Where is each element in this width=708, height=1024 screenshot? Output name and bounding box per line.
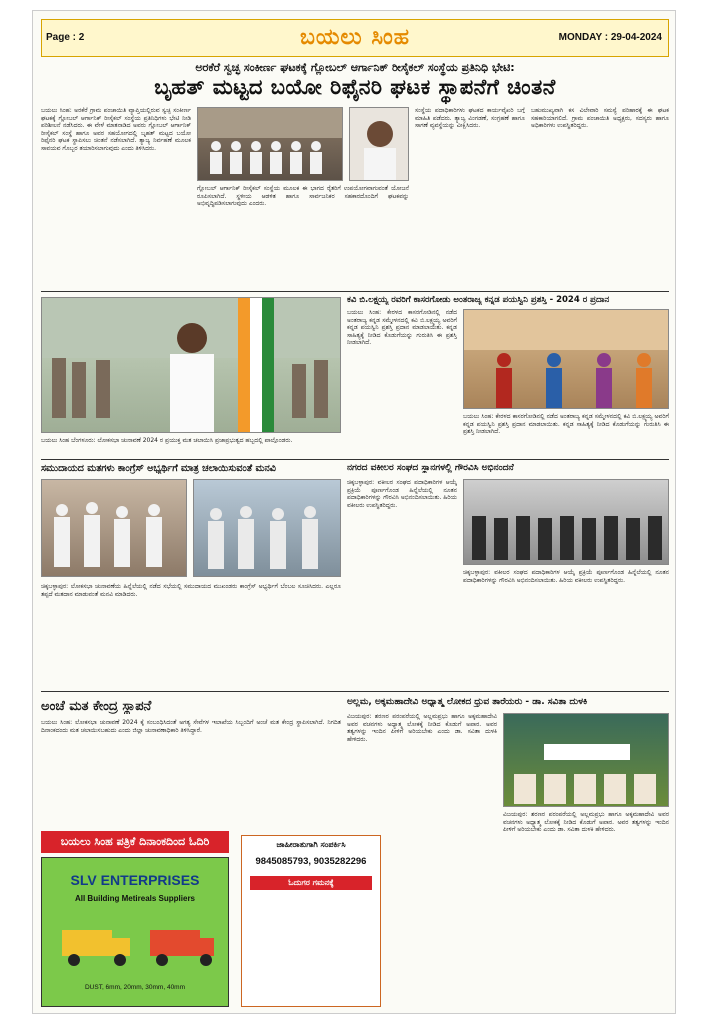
portrait-photo — [349, 107, 409, 181]
award-illustration — [464, 310, 669, 409]
lawyer-photo — [463, 479, 669, 565]
voting-illustration — [42, 298, 341, 433]
award-photo — [463, 309, 669, 409]
contact-numbers: 9845085793, 9035282296 — [255, 856, 367, 867]
newspaper-title: ಬಯಲು ಸಿಂಹ — [299, 25, 411, 50]
voting-caption: ಬಯಲು ಸಿಂಹ ಬೆಂಗಳೂರು: ಲೋಕಸಭಾ ಚುನಾವಣೆ 2024 ರ ಪ್ರಯುಕ್ತ ಮತ ಚಲಾಯಿಸಿ ಪ್ರಜಾಪ್ರಭುತ್ವದ ಹಬ್ಬದಲ್ಲಿ ಪಾಲ್ಗೊಂಡರು. — [41, 437, 293, 444]
notice-title: ಓದುಗರ ಗಮನಕ್ಕೆ — [250, 876, 372, 890]
divider — [41, 291, 669, 292]
award-text-cont: ಬಯಲು ಸಿಂಹ: ಕೇರಳದ ಕಾಸರಗೋಡಿನಲ್ಲಿ ನಡೆದ ಅಂತರಾಜ್ಯ ಕನ್ನಡ ಸಮ್ಮೇಳನದಲ್ಲಿ ಕವಿ ಬಿ.ಲಕ್ಷ್ಮಯ್ಯ ಅವರಿಗೆ ಕನ್ನಡ ಪಯಸ್ವಿನಿ ಪ್ರಶಸ್ತಿ ಪ್ರದಾನ ಮಾಡಲಾಯಿತು. ಕನ್ನಡ ಸಾಹಿತ್ಯಕ್ಕೆ ನೀಡಿದ ಕೊಡುಗೆಯನ್ನು ಗುರುತಿಸಿ ಈ ಪ್ರಶಸ್ತಿ ನೀಡಲಾಗಿದೆ. — [463, 413, 669, 436]
congress-photo-2 — [193, 479, 341, 577]
meeting-illustration — [42, 480, 187, 577]
stage-illustration — [504, 714, 669, 807]
congress-text: ಚಿಕ್ಕಬಳ್ಳಾಪುರ: ಲೋಕಸಭಾ ಚುನಾವಣೆಯ ಹಿನ್ನೆಲೆಯಲ್ಲಿ ನಡೆದ ಸಭೆಯಲ್ಲಿ ಸಮುದಾಯದ ಮುಖಂಡರು ಕಾಂಗ್ರೆಸ್ ಅಭ್ಯರ್ಥಿಗೆ ಬೆಂಬಲ ಸೂಚಿಸಿದರು. ಎಲ್ಲರೂ ತಪ್ಪದೆ ಮತದಾನ ಮಾಡುವಂತೆ ಮನವಿ ಮಾಡಿದರು. — [41, 583, 341, 598]
contact-title: ಜಾಹೀರಾತುಗಾಗಿ ಸಂಪರ್ಕಿಸಿ — [276, 840, 346, 849]
poll-text: ಬಯಲು ಸಿಂಹ: ಲೋಕಸಭಾ ಚುನಾವಣೆ 2024 ಕ್ಕೆ ಸಂಬಂಧಿಸಿದಂತೆ ಅಗತ್ಯ ಸೇವೆಗಳ ಇಲಾಖೆಯ ಸಿಬ್ಬಂದಿಗೆ ಅಂಚೆ ಮತ ಕೇಂದ್ರ ಸ್ಥಾಪಿಸಲಾಗಿದೆ. ನಿಗದಿತ ದಿನಾಂಕದಂದು ಮತ ಚಲಾಯಿಸಬಹುದು ಎಂದು ಜಿಲ್ಲಾ ಚುನಾವಣಾಧಿಕಾರಿ ತಿಳಿಸಿದ್ದಾರೆ. — [41, 719, 341, 734]
award-title: ಕವಿ ಬಿ.ಲಕ್ಷ್ಮಯ್ಯ ರವರಿಗೆ ಕಾಸರಗೋಡು ಅಂತರಾಜ್ಯ ಕನ್ನಡ ಪಯಸ್ವಿನಿ ಪ್ರಶಸ್ತಿ - 2024 ರ ಪ್ರದಾನ — [347, 295, 610, 305]
lawyer-text-cont: ಚಿಕ್ಕಬಳ್ಳಾಪುರ: ವಕೀಲರ ಸಂಘದ ಪದಾಧಿಕಾರಿಗಳ ಆಯ್ಕೆ ಪ್ರಕ್ರಿಯೆ ಪೂರ್ಣಗೊಂಡ ಹಿನ್ನೆಲೆಯಲ್ಲಿ ನೂತನ ಪದಾಧಿಕಾರಿಗಳನ್ನು ಗೌರವಿಸಿ ಅಭಿನಂದಿಸಲಾಯಿತು. ಹಿರಿಯ ವಕೀಲರು ಉಪಸ್ಥಿತರಿದ್ದರು. — [463, 569, 669, 584]
group-illustration — [464, 480, 669, 565]
contact-ad — [241, 835, 381, 1007]
lead-text-col-2: ಗ್ಲೋಬಲ್ ಆರ್ಗಾನಿಕ್ ರೀಸೈಕಲ್ ಸಂಸ್ಥೆಯ ಮೂಲಕ ಈ ಭಾಗದ ರೈತರಿಗೆ ಉಪಯೋಗವಾಗುವಂತೆ ಯೋಜನೆ ರೂಪಿಸಲಾಗಿದೆ. ಸ್ಥಳೀಯ ಆಡಳಿತ ಹಾಗೂ ಸಾರ್ವಜನಿಕರ ಸಹಕಾರದೊಂದಿಗೆ ಘಟಕವನ್ನು ಅಭಿವೃದ್ಧಿಪಡಿಸಲಾಗುವುದು ಎಂದರು. — [197, 185, 409, 208]
lawyer-text: ಚಿಕ್ಕಬಳ್ಳಾಪುರ: ವಕೀಲರ ಸಂಘದ ಪದಾಧಿಕಾರಿಗಳ ಆಯ್ಕೆ ಪ್ರಕ್ರಿಯೆ ಪೂರ್ಣಗೊಂಡ ಹಿನ್ನೆಲೆಯಲ್ಲಿ ನೂತನ ಪದಾಧಿಕಾರಿಗಳನ್ನು ಗೌರವಿಸಿ ಅಭಿನಂದಿಸಲಾಯಿತು. ಹಿರಿಯ ವಕೀಲರು ಉಪಸ್ಥಿತರಿದ್ದರು. — [347, 479, 457, 509]
congress-title: ಸಮುದಾಯದ ಮತಗಳು ಕಾಂಗ್ರೆಸ್ ಅಭ್ಯರ್ಥಿಗೆ ಮಾತ್ರ ಚಲಾಯಿಸುವಂತೆ ಮನವಿ — [41, 463, 276, 474]
page-number: Page : 2 — [46, 32, 85, 43]
award-text: ಬಯಲು ಸಿಂಹ: ಕೇರಳದ ಕಾಸರಗೋಡಿನಲ್ಲಿ ನಡೆದ ಅಂತರಾಜ್ಯ ಕನ್ನಡ ಸಮ್ಮೇಳನದಲ್ಲಿ ಕವಿ ಬಿ.ಲಕ್ಷ್ಮಯ್ಯ ಅವರಿಗೆ ಕನ್ನಡ ಪಯಸ್ವಿನಿ ಪ್ರಶಸ್ತಿ ಪ್ರದಾನ ಮಾಡಲಾಯಿತು. ಕನ್ನಡ ಸಾಹಿತ್ಯಕ್ಕೆ ನೀಡಿದ ಕೊಡುಗೆಯನ್ನು ಗುರುತಿಸಿ ಈ ಪ್ರಶಸ್ತಿ ನೀಡಲಾಗಿದೆ. — [347, 309, 457, 347]
spiritual-text: ವಿಜಯಪುರ: ಶರಣರ ಪರಂಪರೆಯಲ್ಲಿ ಅಲ್ಲಮಪ್ರಭು ಹಾಗೂ ಅಕ್ಕಮಹಾದೇವಿ ಅವರ ವಚನಗಳು ಅಧ್ಯಾತ್ಮ ಲೋಕಕ್ಕೆ ನೀಡಿದ ಕೊಡುಗೆ ಅಪಾರ. ಅವರ ತತ್ವಗಳನ್ನು ಇಂದಿನ ಪೀಳಿಗೆ ಅರಿಯಬೇಕು ಎಂದು ಡಾ. ಸವಿತಾ ದುಳಕಿ ಹೇಳಿದರು. — [347, 713, 497, 743]
portrait-illustration — [350, 108, 409, 181]
lead-text-col-4: ಬಹುಮುಖ್ಯವಾಗಿ ಕಸ ವಿಲೇವಾರಿ ಸಮಸ್ಯೆ ಪರಿಹಾರಕ್ಕೆ ಈ ಘಟಕ ಸಹಕಾರಿಯಾಗಲಿದೆ. ಗ್ರಾಮ ಪಂಚಾಯಿತಿ ಅಧ್ಯಕ್ಷರು, ಸದಸ್ಯರು ಹಾಗೂ ಅಧಿಕಾರಿಗಳು ಉಪಸ್ಥಿತರಿದ್ದರು. — [531, 107, 669, 130]
spiritual-text-cont: ವಿಜಯಪುರ: ಶರಣರ ಪರಂಪರೆಯಲ್ಲಿ ಅಲ್ಲಮಪ್ರಭು ಹಾಗೂ ಅಕ್ಕಮಹಾದೇವಿ ಅವರ ವಚನಗಳು ಅಧ್ಯಾತ್ಮ ಲೋಕಕ್ಕೆ ನೀಡಿದ ಕೊಡುಗೆ ಅಪಾರ. ಅವರ ತತ್ವಗಳನ್ನು ಇಂದಿನ ಪೀಳಿಗೆ ಅರಿಯಬೇಕು ಎಂದು ಡಾ. ಸವಿತಾ ದುಳಕಿ ಹೇಳಿದರು. — [503, 811, 669, 834]
spiritual-title: ಅಲ್ಲಮ, ಅಕ್ಕಮಹಾದೇವಿ ಅಧ್ಯಾತ್ಮ ಲೋಕದ ಧ್ರುವ ತಾರೆಯರು - ಡಾ. ಸವಿತಾ ದುಳಕಿ — [347, 697, 588, 707]
lead-text-col-3: ಸಂಸ್ಥೆಯ ಪದಾಧಿಕಾರಿಗಳು ಘಟಕದ ಕಾರ್ಯವೈಖರಿ ಬಗ್ಗೆ ಮಾಹಿತಿ ಪಡೆದರು. ತ್ಯಾಜ್ಯ ವಿಂಗಡಣೆ, ಸಂಗ್ರಹಣೆ ಹಾಗೂ ಸಾಗಣೆ ವ್ಯವಸ್ಥೆಯನ್ನು ವೀಕ್ಷಿಸಿದರು. — [415, 107, 525, 130]
divider — [41, 691, 669, 692]
spiritual-photo — [503, 713, 669, 807]
group-photo-illustration — [198, 108, 343, 181]
congress-photo-1 — [41, 479, 187, 577]
slv-items: DUST, 6mm, 20mm, 30mm, 40mm — [84, 984, 186, 991]
meeting-illustration — [194, 480, 341, 577]
poll-title: ಅಂಚೆ ಮತ ಕೇಂದ್ರ ಸ್ಥಾಪನೆ — [41, 699, 152, 714]
lead-headline: ಬೃಹತ್ ಮಟ್ಟದ ಬಯೋ ರಿಫೈನರಿ ಘಟಕ ಸ್ಥಾಪನೆಗೆ ಚಿಂತನೆ — [154, 75, 556, 99]
lead-text-col-1: ಬಯಲು ಸಿಂಹ: ಅರಕೆರೆ ಗ್ರಾಮ ಪಂಚಾಯಿತಿ ವ್ಯಾಪ್ತಿಯಲ್ಲಿರುವ ಸ್ವಚ್ಛ ಸಂಕೀರ್ಣ ಘಟಕಕ್ಕೆ ಗ್ಲೋಬಲ್ ಆರ್ಗಾನಿಕ್ ರೀಸೈಕಲ್ ಸಂಸ್ಥೆಯ ಪ್ರತಿನಿಧಿಗಳು ಭೇಟಿ ನೀಡಿ ಪರಿಶೀಲನೆ ನಡೆಸಿದರು. ಈ ವೇಳೆ ಮಾತನಾಡಿದ ಅವರು ಗ್ಲೋಬಲ್ ಆರ್ಗಾನಿಕ್ ರೀಸೈಕಲ್ ಸಂಸ್ಥೆ ಹಾಗೂ ಅವರ ಸಹಯೋಗದಲ್ಲಿ ಬೃಹತ್ ಮಟ್ಟದ ಬಯೋ ರಿಫೈನರಿ ಘಟಕ ಸ್ಥಾಪಿಸಲು ಚಿಂತನೆ ನಡೆಸಲಾಗಿದೆ. ತ್ಯಾಜ್ಯ ನಿರ್ವಹಣೆ ಮೂಲಕ ಸಾವಯವ ಗೊಬ್ಬರ ತಯಾರಿಸಲಾಗುವುದು ಎಂದು ತಿಳಿಸಿದರು. — [41, 107, 191, 152]
newspaper-page — [32, 10, 676, 1014]
divider — [41, 459, 669, 460]
lawyer-title: ನಗರದ ವಕೀಲರ ಸಂಘದ ಸ್ಥಾನಗಳಲ್ಲಿ ಗೌರವಿಸಿ ಅಭಿನಂದನೆ — [347, 463, 514, 473]
slv-enterprises-ad — [41, 857, 229, 1007]
issue-date: MONDAY : 29-04-2024 — [558, 32, 662, 43]
lead-subhead: ಅರಕೆರೆ ಸ್ವಚ್ಛ ಸಂಕೀರ್ಣ ಘಟಕಕ್ಕೆ ಗ್ಲೋಬಲ್ ಆರ್ಗಾನಿಕ್ ರೀಸೈಕಲ್ ಸಂಸ್ಥೆಯ ಪ್ರತಿನಿಧಿ ಭೇಟಿ: — [195, 61, 515, 74]
slv-name: SLV ENTERPRISES — [70, 872, 200, 888]
voting-photo — [41, 297, 341, 433]
masthead — [41, 19, 669, 57]
slv-tagline: All Building Metireals Suppliers — [74, 894, 196, 903]
trucks-icon — [42, 910, 229, 980]
subscribe-banner: ಬಯಲು ಸಿಂಹ ಪತ್ರಿಕೆ ದಿನಾಂಕದಿಂದ ಓದಿರಿ — [41, 831, 229, 853]
lead-group-photo — [197, 107, 343, 181]
